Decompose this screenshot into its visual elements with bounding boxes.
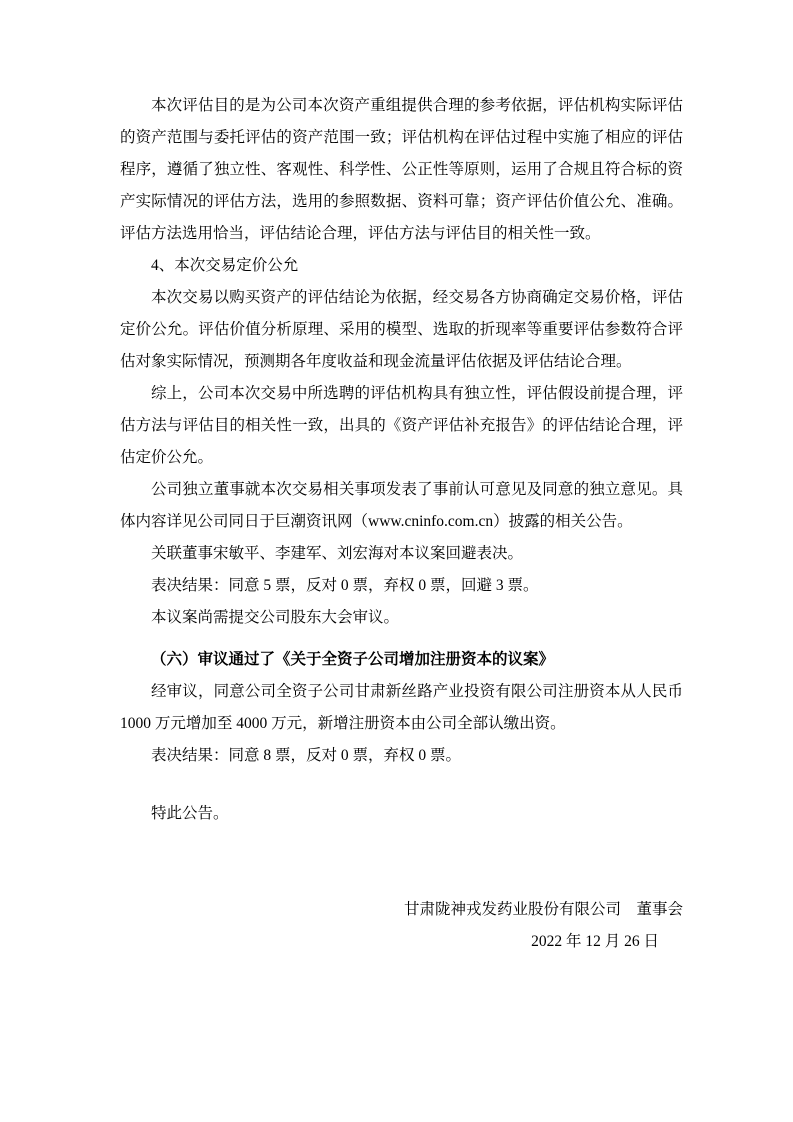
para-capital-increase: 经审议，同意公司全资子公司甘肃新丝路产业投资有限公司注册资本从人民币 1000 万元增加至 4000 万元，新增注册资本由公司全部认缴出资。 — [120, 683, 683, 732]
para-submit-shareholders-meeting: 本议案尚需提交公司股东大会审议。 — [151, 609, 400, 626]
signature-company-line: 甘肃陇神戎发药业股份有限公司 董事会 — [403, 901, 683, 918]
para-pricing-detail: 本次交易以购买资产的评估结论为依据，经交易各方协商确定交易价格，评估定价公允。评估价值分析原理、采用的模型、选取的折现率等重要评估参数符合评估对象实际情况，预测期各年度收益和现金流量评估依据及评估结论合理。 — [120, 289, 683, 370]
para-summary: 综上，公司本次交易中所选聘的评估机构具有独立性，评估假设前提合理，评估方法与评估目的相关性一致，出具的《资产评估补充报告》的评估结论合理，评估定价公允。 — [120, 385, 683, 466]
signature-date-line: 2022 年 12 月 26 日 — [531, 933, 659, 950]
para-vote-result-item-five: 表决结果：同意 5 票，反对 0 票，弃权 0 票，回避 3 票。 — [151, 577, 539, 594]
heading-item-six: （六）审议通过了《关于全资子公司增加注册资本的议案》 — [151, 651, 555, 668]
para-pricing-subheading: 4、本次交易定价公允 — [151, 257, 299, 274]
para-eval-purpose: 本次评估目的是为公司本次资产重组提供合理的参考依据，评估机构实际评估的资产范围与委托评估的资产范围一致；评估机构在评估过程中实施了相应的评估程序，遵循了独立性、客观性、科学性、公正性等原则，运用了合规且符合标的资产实际情况的评估方法，选用的参照数据、资料可靠；资产评估价值公允、准确。评估方法选用恰当，评估结论合理，评估方法与评估目的相关性一致。 — [120, 97, 683, 242]
para-hereby-announced: 特此公告。 — [151, 805, 229, 822]
para-related-directors-abstain: 关联董事宋敏平、李建军、刘宏海对本议案回避表决。 — [151, 545, 524, 562]
para-independent-directors: 公司独立董事就本次交易相关事项发表了事前认可意见及同意的独立意见。具体内容详见公司同日于巨潮资讯网（www.cninfo.com.cn）披露的相关公告。 — [120, 481, 683, 530]
para-vote-result-item-six: 表决结果：同意 8 票，反对 0 票，弃权 0 票。 — [151, 747, 462, 764]
